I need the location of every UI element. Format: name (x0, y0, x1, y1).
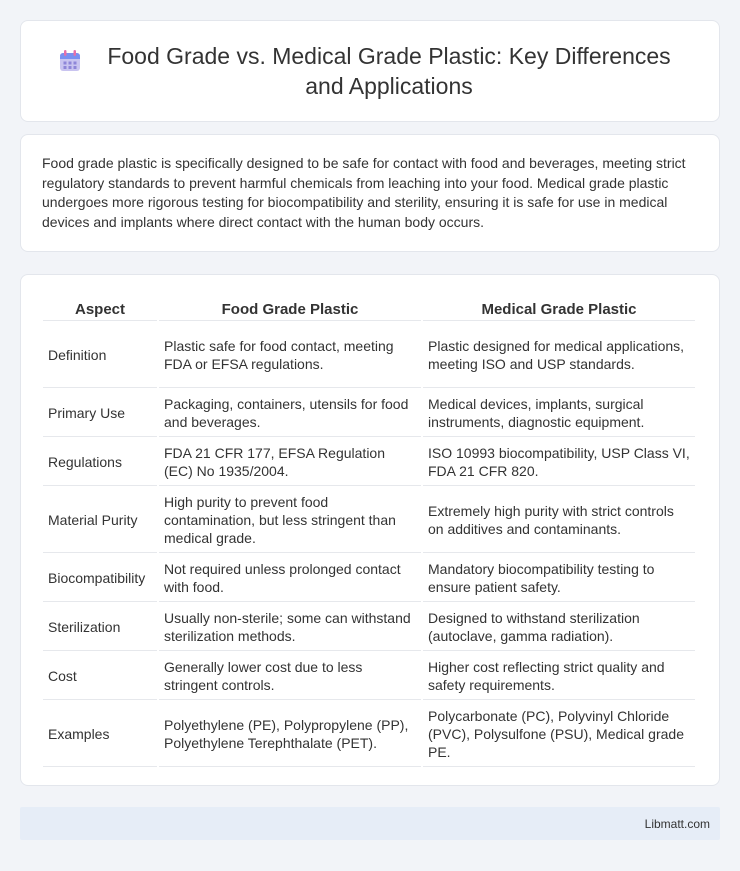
cell-food: Packaging, containers, utensils for food and beverages. (159, 390, 421, 437)
cell-food: Plastic safe for food contact, meeting FDA or EFSA regulations. (159, 323, 421, 388)
cell-food: Not required unless prolonged contact with food. (159, 555, 421, 602)
table-row (43, 604, 695, 651)
cell-aspect: Sterilization (43, 604, 157, 651)
cell-medical: Mandatory biocompatibility testing to ensure patient safety. (423, 555, 695, 602)
table-row (43, 488, 695, 553)
header-aspect: Aspect (43, 295, 157, 321)
intro-card (20, 134, 720, 252)
cell-aspect: Definition (43, 323, 157, 388)
cell-medical: ISO 10993 biocompatibility, USP Class VI, FDA 21 CFR 820. (423, 439, 695, 486)
header-medical-grade: Medical Grade Plastic (423, 295, 695, 321)
cell-medical: Higher cost reflecting strict quality and safety requirements. (423, 653, 695, 700)
cell-aspect: Regulations (43, 439, 157, 486)
table-row (43, 653, 695, 700)
table-header-row (43, 295, 695, 321)
cell-aspect: Material Purity (43, 488, 157, 553)
cell-medical: Polycarbonate (PC), Polyvinyl Chloride (PVC), Polysulfone (PSU), Medical grade PE. (423, 702, 695, 767)
table-row (43, 439, 695, 486)
page-title: Food Grade vs. Medical Grade Plastic: Key Differences and Applications (107, 43, 671, 99)
comparison-card (20, 274, 720, 786)
cell-aspect: Cost (43, 653, 157, 700)
cell-food: Polyethylene (PE), Polypropylene (PP), Polyethylene Terephthalate (PET). (159, 702, 421, 767)
cell-aspect: Examples (43, 702, 157, 767)
table-row (43, 555, 695, 602)
cell-food: High purity to prevent food contamination, but less stringent than medical grade. (159, 488, 421, 553)
footer-site-link[interactable]: Libmatt.com (644, 816, 710, 831)
cell-aspect: Biocompatibility (43, 555, 157, 602)
comparison-table (41, 293, 697, 769)
cell-aspect: Primary Use (43, 390, 157, 437)
header-food-grade: Food Grade Plastic (159, 295, 421, 321)
cell-food: FDA 21 CFR 177, EFSA Regulation (EC) No 1935/2004. (159, 439, 421, 486)
footer (20, 807, 720, 840)
calendar-icon (56, 47, 84, 75)
cell-medical: Extremely high purity with strict controls on additives and contaminants. (423, 488, 695, 553)
header-inner (50, 41, 690, 101)
cell-food: Usually non-sterile; some can withstand sterilization methods. (159, 604, 421, 651)
cell-medical: Medical devices, implants, surgical instruments, diagnostic equipment. (423, 390, 695, 437)
table-row (43, 390, 695, 437)
header-card (20, 20, 720, 122)
cell-food: Generally lower cost due to less stringent controls. (159, 653, 421, 700)
table-row (43, 702, 695, 767)
cell-medical: Designed to withstand sterilization (autoclave, gamma radiation). (423, 604, 695, 651)
table-row (43, 323, 695, 388)
intro-text: Food grade plastic is specifically designed to be safe for contact with food and beverages, meeting strict regulatory standards to prevent harmful chemicals from leaching into your food. Medical grade plastic undergoes more rigorous testing for biocompatibility and sterility, ensuring it is safe for use in medical devices and implants where direct contact with the human body occurs. (42, 155, 686, 230)
cell-medical: Plastic designed for medical applications, meeting ISO and USP standards. (423, 323, 695, 388)
